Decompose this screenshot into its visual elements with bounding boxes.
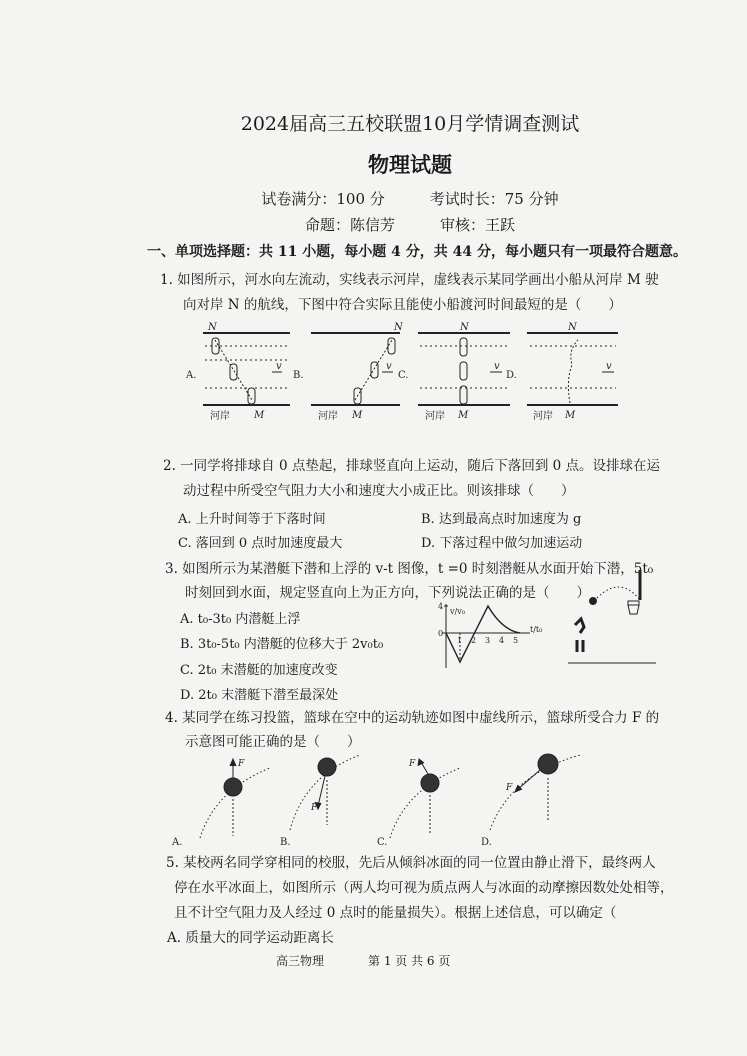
x-tick: 3	[485, 636, 491, 645]
q3-line2: 时刻回到水面，规定竖直向上为正方向，下列说法正确的是（ ）	[185, 585, 590, 601]
label-n: N	[460, 322, 469, 333]
force-label: F	[506, 783, 513, 793]
q3-option-d: D. 2t₀ 末潜艇下潜至最深处	[180, 688, 339, 703]
q3-option-c: C. 2t₀ 末潜艇的加速度改变	[180, 663, 338, 678]
q2-line2: 动过程中所受空气阻力大小和速度大小成正比。则该排球（ ）	[183, 483, 575, 499]
q5-option-a: A. 质量大的同学运动距离长	[167, 930, 334, 946]
x-tick: 5	[513, 636, 519, 645]
force-label: F	[409, 759, 416, 769]
fig-label-d: D.	[506, 370, 517, 381]
force-diagram-c	[390, 759, 460, 838]
x-axis-label: t/t₀	[530, 625, 543, 634]
y-tick-4: 4	[438, 602, 444, 611]
q4-label-d: D.	[481, 837, 492, 848]
q5-line1: 5. 某校两名同学穿相同的校服，先后从倾斜冰面的同一位置由静止滑下，最终两人	[166, 855, 656, 871]
q4-line2: 示意图可能正确的是（ ）	[185, 734, 361, 750]
footer-subject: 高三物理	[276, 954, 325, 968]
label-m: M	[565, 410, 576, 421]
force-diagram-a	[200, 759, 270, 838]
label-n: N	[208, 322, 217, 333]
footer-page-number: 第 1 页 共 6 页	[368, 954, 451, 968]
fig-label-a: A.	[186, 370, 197, 381]
q2-option-b: B. 达到最高点时加速度为 g	[421, 512, 582, 527]
q3-line1: 3. 如图所示为某潜艇下潜和上浮的 v-t 图像，t =0 时刻潜艇从水面开始下潜，5t₀	[165, 561, 654, 577]
q2-line1: 2. 一同学将排球自 0 点垫起，排球竖直向上运动，随后下落回到 0 点。设排球在运	[163, 458, 661, 474]
label-m: M	[458, 410, 469, 421]
velocity-label: v	[276, 361, 282, 372]
label-m: M	[352, 410, 363, 421]
exam-title: 2024届高三五校联盟10月学情调查测试	[240, 113, 580, 135]
velocity-label: v	[386, 361, 392, 372]
q4-label-a: A.	[172, 837, 183, 848]
velocity-label: v	[606, 361, 612, 372]
authors: 命题：陈信芳 审核：王跃	[304, 216, 515, 234]
q2-option-d: D. 下落过程中做匀加速运动	[421, 536, 583, 551]
label-n: N	[568, 322, 577, 333]
q4-label-c: C.	[377, 837, 388, 848]
velocity-label: v	[494, 361, 500, 372]
fig-label-b: B.	[293, 370, 304, 381]
q4-line1: 4. 某同学在练习投篮，篮球在空中的运动轨迹如图中虚线所示，篮球所受合力 F 的	[165, 710, 660, 726]
boat-diagram-d	[527, 333, 618, 405]
score-info: 试卷满分：100 分 考试时长：75 分钟	[261, 190, 559, 208]
force-diagram-d	[490, 754, 580, 830]
section-heading: 一、单项选择题：共 11 小题，每小题 4 分，共 44 分，每小题只有一项最符合题意。	[147, 244, 687, 260]
x-tick: 4	[499, 636, 505, 645]
x-tick: 1	[457, 636, 463, 645]
fig-label-c: C.	[398, 370, 409, 381]
force-label: F	[311, 803, 318, 813]
q1-line2: 向对岸 N 的航线，下图中符合实际且能使小船渡河时间最短的是（ ）	[183, 297, 622, 313]
q5-line2: 停在水平冰面上，如图所示（两人均可视为质点两人与冰面的动摩擦因数处处相等，	[174, 880, 674, 896]
y-axis-label: v/v₀	[450, 607, 465, 616]
bank-label: 河岸	[318, 411, 338, 422]
bank-label: 河岸	[210, 411, 230, 422]
q3-option-b: B. 3t₀-5t₀ 内潜艇的位移大于 2v₀t₀	[180, 637, 384, 652]
force-label: F	[238, 759, 245, 769]
subject-title: 物理试题	[368, 152, 452, 177]
q4-label-b: B.	[280, 837, 291, 848]
label-n: N	[394, 322, 403, 333]
q1-line1: 1. 如图所示，河水向左流动，实线表示河岸，虚线表示某同学画出小船从河岸 M 驶	[160, 272, 659, 288]
q3-option-a: A. t₀-3t₀ 内潜艇上浮	[180, 612, 301, 627]
q2-option-a: A. 上升时间等于下落时间	[178, 512, 326, 527]
origin-label: 0	[438, 629, 444, 638]
bank-label: 河岸	[533, 411, 553, 422]
force-diagram-b	[290, 755, 360, 830]
x-tick: 2	[471, 636, 477, 645]
q5-line3: 且不计空气阻力及人经过 0 点时的能量损失）。根据上述信息，可以确定（	[174, 905, 617, 921]
bank-label: 河岸	[425, 411, 445, 422]
label-m: M	[254, 410, 265, 421]
q2-option-c: C. 落回到 0 点时加速度最大	[178, 536, 343, 551]
